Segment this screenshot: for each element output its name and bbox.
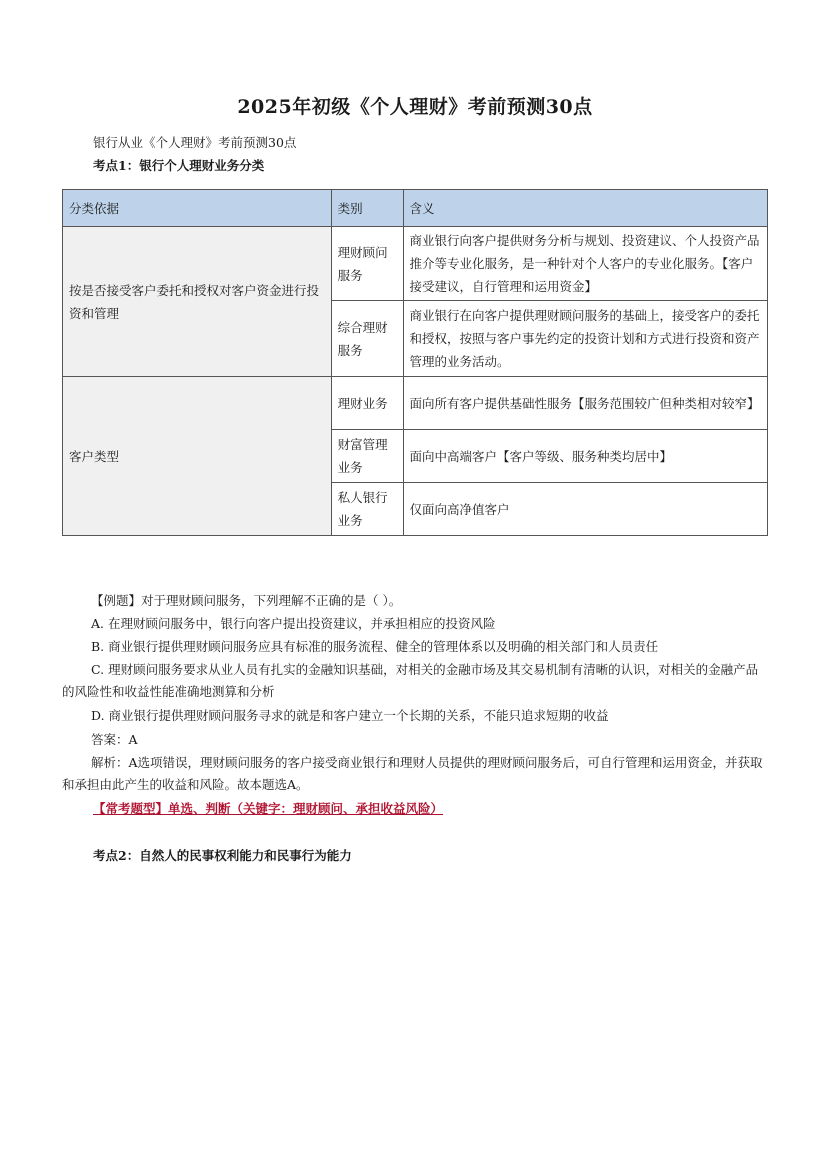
- header-basis: 分类依据: [63, 190, 332, 227]
- category-cell: 理财业务: [331, 377, 403, 430]
- table-header-row: [63, 190, 768, 227]
- example-question: 【例题】对于理财顾问服务，下列理解不正确的是（ ）。: [91, 593, 402, 608]
- subtitle: 银行从业《个人理财》考前预测30点: [93, 135, 297, 150]
- classification-table: [62, 189, 768, 536]
- category-cell: 综合理财服务: [331, 301, 403, 377]
- meaning-cell: 商业银行向客户提供财务分析与规划、投资建议、个人投资产品推介等专业化服务，是一种针对个人客户的专业化服务。【客户接受建议，自行管理和运用资金】: [403, 227, 767, 301]
- option-d: D. 商业银行提供理财顾问服务寻求的就是和客户建立一个长期的关系，不能只追求短期的收益: [91, 708, 609, 723]
- analysis: 解析：A选项错误，理财顾问服务的客户接受商业银行和理财人员提供的理财顾问服务后，可自行管理和运用资金，并获取和承担由此产生的收益和风险。故本题选A。: [62, 755, 763, 792]
- page-title: 2025年初级《个人理财》考前预测30点: [237, 96, 593, 118]
- meaning-cell: 仅面向高净值客户: [403, 483, 767, 536]
- basis-cell: 客户类型: [63, 377, 332, 536]
- meaning-cell: 商业银行在向客户提供理财顾问服务的基础上，接受客户的委托和授权，按照与客户事先约定的投资计划和方式进行投资和资产管理的业务活动。: [403, 301, 767, 377]
- section-heading-2: 考点2：自然人的民事权利能力和民事行为能力: [93, 848, 352, 863]
- category-cell: 财富管理业务: [331, 430, 403, 483]
- common-question-type: 【常考题型】单选、判断（关键字：理财顾问、承担收益风险）: [93, 801, 444, 816]
- option-c: C. 理财顾问服务要求从业人员有扎实的金融知识基础，对相关的金融市场及其交易机制有清晰的认识，对相关的金融产品的风险性和收益性能准确地测算和分析: [62, 662, 759, 699]
- answer: 答案：A: [91, 732, 138, 747]
- meaning-cell: 面向所有客户提供基础性服务【服务范围较广但种类相对较窄】: [403, 377, 767, 430]
- basis-cell: 按是否接受客户委托和授权对客户资金进行投资和管理: [63, 227, 332, 377]
- category-cell: 理财顾问服务: [331, 227, 403, 301]
- table-row: [63, 227, 768, 301]
- section-heading-1: 考点1：银行个人理财业务分类: [93, 158, 265, 173]
- header-meaning: 含义: [403, 190, 767, 227]
- category-cell: 私人银行业务: [331, 483, 403, 536]
- table-row: [63, 377, 768, 430]
- option-a: A. 在理财顾问服务中，银行向客户提出投资建议，并承担相应的投资风险: [91, 616, 496, 631]
- meaning-cell: 面向中高端客户【客户等级、服务种类均居中】: [403, 430, 767, 483]
- option-b: B. 商业银行提供理财顾问服务应具有标准的服务流程、健全的管理体系以及明确的相关部门和人员责任: [91, 639, 659, 654]
- header-category: 类别: [331, 190, 403, 227]
